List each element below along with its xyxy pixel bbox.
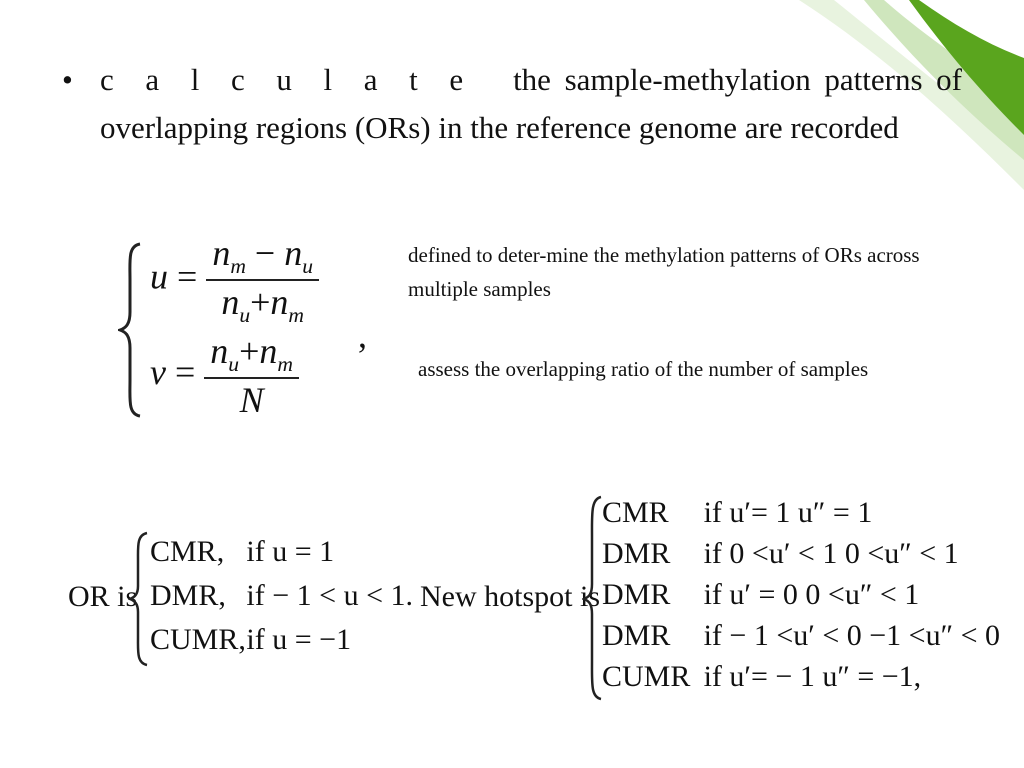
uv-equation: u = $\frac{n_m - n_u}{n_u+n_m}$ v = $\frac{n_u+n_m}{N}$ ,: [118, 232, 378, 422]
or-rule: [68, 530, 413, 670]
or-case-label: CUMR,: [150, 623, 246, 656]
or-case-condition: if u = 1: [246, 535, 335, 568]
or-case-label: DMR,: [150, 579, 226, 612]
bullet-lead-word: c a l c u l a t e: [100, 62, 473, 97]
hotspot-case-condition: if 0 <u′ < 1 0 <u″ < 1: [703, 536, 959, 570]
or-rule-prefix: OR is: [68, 580, 138, 613]
hotspot-case-condition: if u′ = 0 0 <u″ < 1: [703, 577, 920, 611]
or-rule-brace: [128, 530, 150, 668]
bullet-item: [62, 56, 962, 152]
hotspot-rule: [420, 492, 1000, 702]
hotspot-case-label: CMR: [602, 495, 669, 529]
hotspot-case-label: DMR: [602, 618, 671, 652]
uv-left-brace: [118, 240, 144, 420]
hotspot-case-condition: if u′= 1 u″ = 1: [703, 495, 873, 529]
hotspot-rule-brace: [582, 494, 604, 702]
hotspot-case-label: CUMR: [602, 659, 691, 693]
bullet-marker: •: [62, 62, 73, 97]
uv-definition-note: defined to deter-mine the methylation patterns of ORs across multiple samples: [408, 243, 920, 301]
bullet-body: the sample-methylation patterns of overlapping regions (ORs) in the reference genome are recorded: [100, 62, 962, 145]
or-case-label: CMR,: [150, 535, 225, 568]
hotspot-case-label: DMR: [602, 577, 671, 611]
hotspot-case-label: DMR: [602, 536, 671, 570]
or-case-condition: if − 1 < u < 1.: [246, 579, 413, 612]
hotspot-case-condition: if u′= − 1 u″ = −1,: [703, 659, 922, 693]
hotspot-rule-prefix: New hotspot is: [420, 580, 600, 613]
or-case-condition: if u = −1: [246, 623, 352, 656]
bullet-text: [100, 56, 962, 152]
v-definition-note: assess the overlapping ratio of the number of samples: [418, 357, 869, 381]
hotspot-case-condition: if − 1 <u′ < 0 −1 <u″ < 0: [703, 618, 1000, 652]
